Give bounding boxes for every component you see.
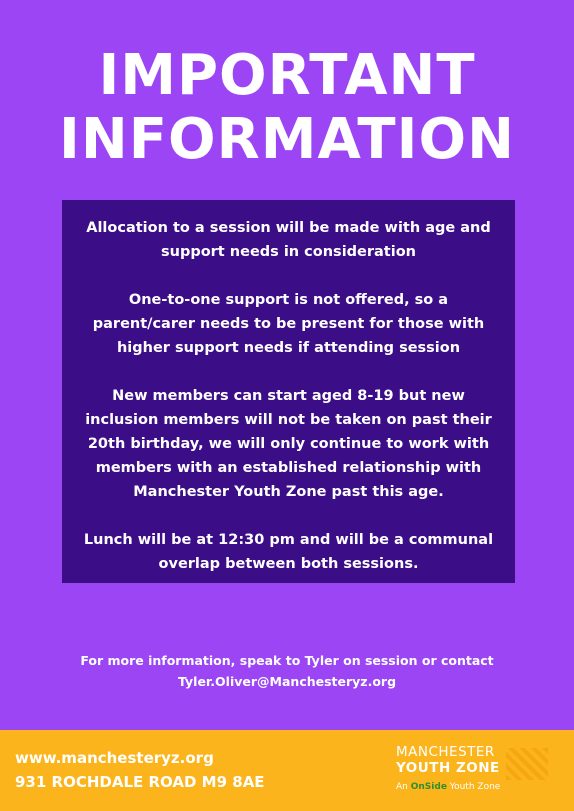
info-age: New members can start aged 8-19 but new inclusion members will not be taken on past their 20th birthday, we will only continue to work with members with an established relationship with Manchester Youth Zone past this age. [85, 388, 492, 500]
info-lunch: Lunch will be at 12:30 pm and will be a communal overlap between both sessions. [83, 532, 494, 572]
info-box [62, 200, 515, 583]
tagline-prefix: An [396, 782, 408, 792]
contact-info [40, 650, 534, 692]
website-link[interactable]: www.manchesteryz.org [15, 749, 214, 767]
logo-pattern [506, 748, 548, 780]
address: 931 ROCHDALE ROAD M9 8AE [15, 773, 265, 791]
logo-tagline [396, 782, 500, 792]
footer [0, 730, 574, 811]
tagline-suffix: Youth Zone [449, 782, 501, 792]
title-line-1: IMPORTANT [98, 43, 476, 108]
info-allocation: Allocation to a session will be made with age and support needs in consideration [86, 220, 491, 260]
contact-email[interactable]: Tyler.Oliver@Manchesteryz.org [177, 674, 397, 689]
info-support: One-to-one support is not offered, so a parent/carer needs to be present for those with higher support needs if attending session [92, 292, 485, 356]
contact-text: For more information, speak to Tyler on session or contact [80, 653, 494, 668]
logo-line-2: YOUTH ZONE [396, 760, 500, 776]
title-line-2: INFORMATION [59, 107, 515, 172]
manchester-youth-zone-logo [396, 742, 556, 802]
page-title [0, 44, 574, 172]
onside-brand: OnSide [410, 782, 447, 792]
logo-line-1: MANCHESTER [396, 744, 495, 760]
